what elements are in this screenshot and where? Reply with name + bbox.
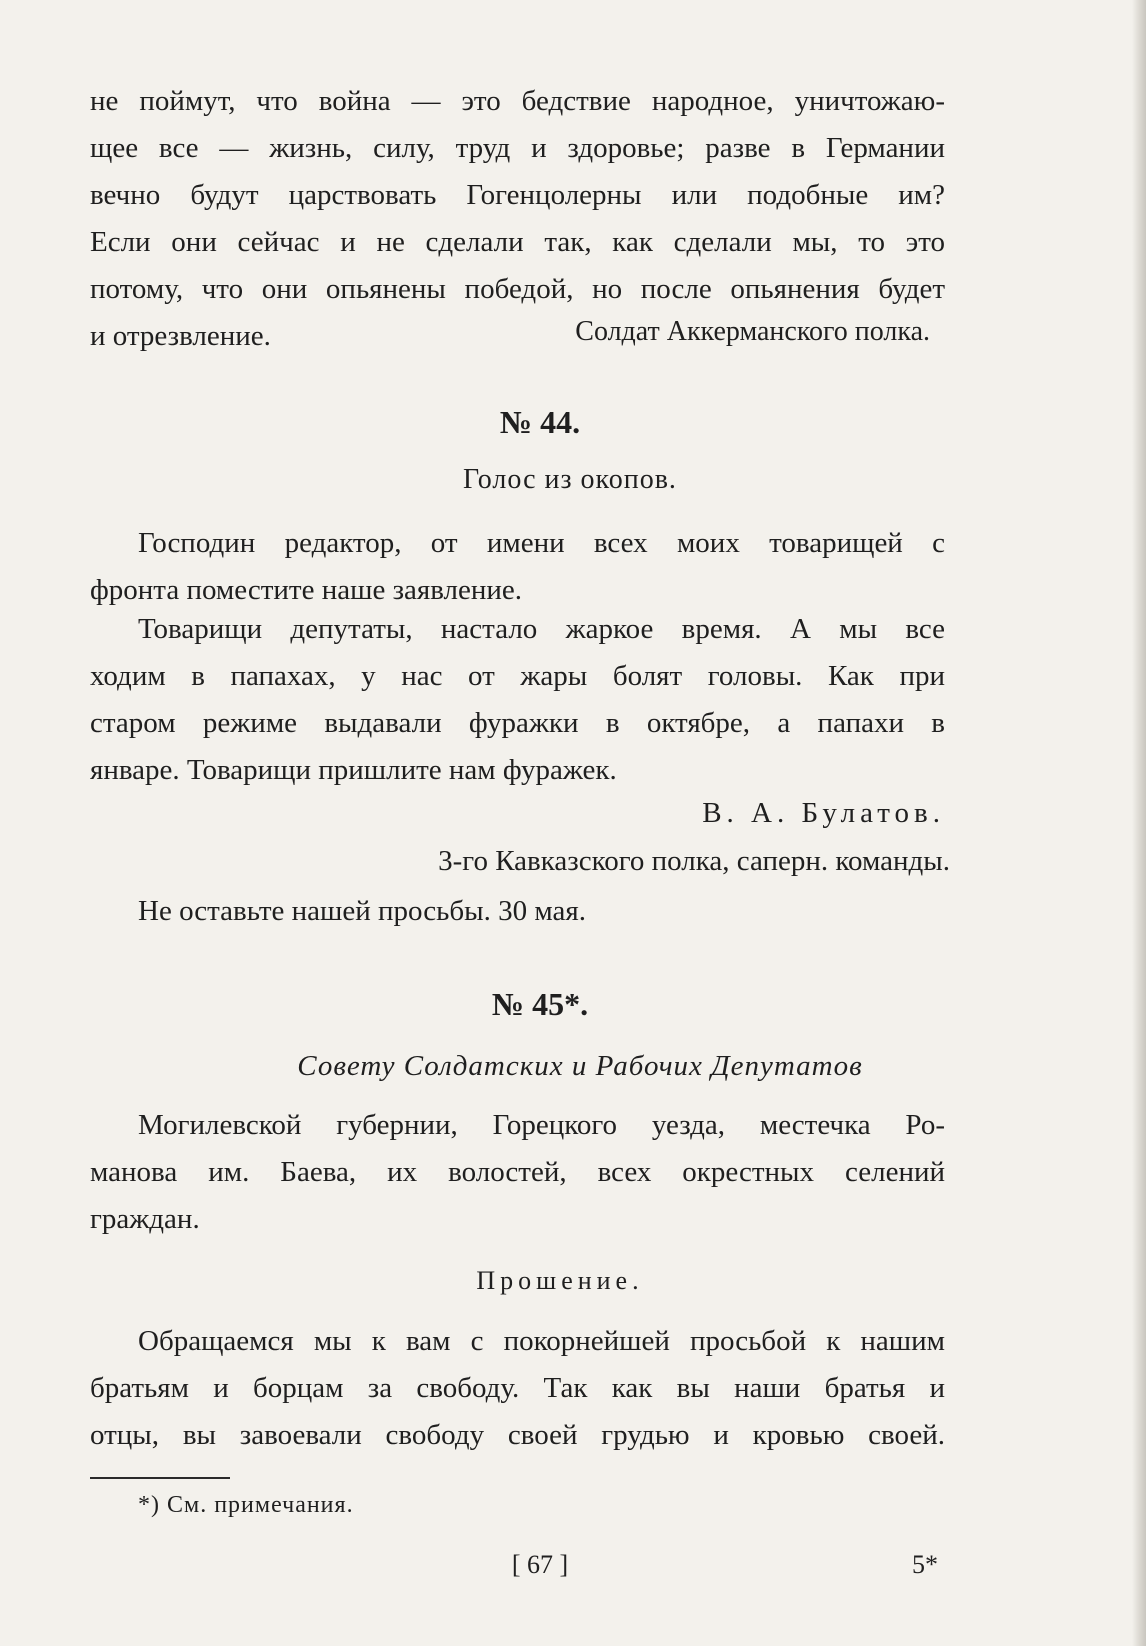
text-line: старом режиме выдавали фуражки в октябре, а папахи в [90,707,945,739]
text-line: фронта поместите наше заявление. [90,574,523,606]
scan-edge [1132,0,1146,1646]
section-title-44: Голос из окопов. [463,464,677,495]
page-number: [ 67 ] [511,1550,569,1579]
printer-signature-mark: 5* [912,1550,938,1579]
text-line: граждан. [90,1203,200,1235]
text-line: отцы, вы завоевали свободу своей грудью и кровью своей. [90,1419,945,1451]
paragraph-editor-request [90,520,945,614]
footnote: *) См. примечания. [138,1492,354,1518]
text-line: Если они сейчас и не сделали так, как сделали мы, то это [90,226,945,258]
postscript: Не оставьте нашей просьбы. 30 мая. [138,895,586,927]
section-number-44: № 44. [499,404,581,440]
signature-unit: 3-го Кавказского полка, саперн. команды. [438,845,950,877]
text-line: Товарищи депутаты, настало жаркое время. А мы все [138,613,945,645]
petition-title: Прошение. [476,1266,644,1295]
text-line: ходим в папахах, у нас от жары болят головы. Как при [90,660,945,692]
signature-name: В. А. Булатов. [702,797,945,829]
text-line: Обращаемся мы к вам с покорнейшей просьбой к нашим [138,1325,945,1357]
text-line: щее все — жизнь, силу, труд и здоровье; разве в Германии [90,132,945,164]
text-line: манова им. Баева, их волостей, всех окрестных селений [90,1156,945,1188]
text-line: Могилевской губернии, Горецкого уезда, местечка Ро- [138,1109,945,1141]
footnote-divider [90,1477,230,1479]
paragraph-caps-request [90,606,945,794]
text-line: не поймут, что война — это бедствие народное, уничтожаю- [90,85,945,117]
section-number-45: № 45*. [491,986,589,1022]
section-title-45: Совету Солдатских и Рабочих Депутатов [297,1050,863,1082]
paragraph-petition [90,1318,945,1459]
text-line: потому, что они опьянены победой, но после опьянения будет [90,273,945,305]
text-line: январе. Товарищи пришлите нам фуражек. [90,754,617,786]
text-line: вечно будут царствовать Гогенцолерны или подобные им? [90,179,945,211]
paragraph-address [90,1102,945,1243]
text-line: братьям и борцам за свободу. Так как вы наши братья и [90,1372,945,1404]
text-line: и отрезвление. [90,320,271,352]
signature-soldier: Солдат Аккерманского полка. [575,316,930,347]
text-line: Господин редактор, от имени всех моих товарищей с [138,527,945,559]
